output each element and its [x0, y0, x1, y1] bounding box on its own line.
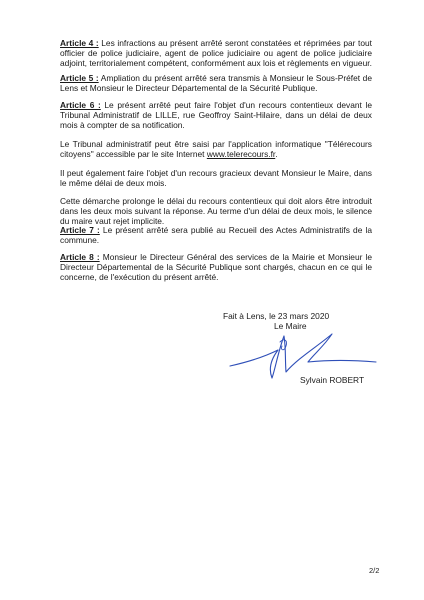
signer-name: Sylvain ROBERT	[300, 375, 365, 385]
article-4-label: Article 4 :	[60, 38, 99, 48]
article-6-paragraph	[60, 100, 372, 131]
article-5-text: Ampliation du présent arrêté sera transmis à Monsieur le Sous-Préfet de Lens et Monsieur le Directeur Départemental de la Sécurité Publique.	[60, 73, 372, 94]
demarche-paragraph: Cette démarche prolonge le délai du recours contentieux qui doit alors être introduit dans les deux mois suivant la réponse. Au terme d'un délai de deux mois, le silence du maire vaut rejet implicite.	[60, 196, 372, 227]
article-6-label: Article 6 :	[60, 100, 101, 110]
page-number: 2/2	[369, 566, 380, 575]
article-7-text: Le présent arrêté sera publié au Recueil des Actes Administratifs de la commune.	[60, 225, 372, 246]
signer-title: Le Maire	[274, 321, 307, 331]
article-5-paragraph	[60, 73, 372, 93]
article-8-paragraph	[60, 252, 372, 283]
article-7-paragraph	[60, 225, 372, 245]
telerecours-text: Le Tribunal administratif peut être saisi par l'application informatique "Télérecours citoyens" accessible par le site Internet	[60, 139, 372, 160]
article-4-text: Les infractions au présent arrêté seront constatées et réprimées par tout officier de police judiciaire, agent de police judiciaire ou agent de police judiciaire adjoint, territorialement compétent, conformément aux lois et règlements en vigueur.	[60, 38, 372, 69]
article-5-label: Article 5 :	[60, 73, 99, 83]
place-and-date: Fait à Lens, le 23 mars 2020	[223, 311, 330, 321]
article-6-text: Le présent arrêté peut faire l'objet d'un recours contentieux devant le Tribunal Administratif de LILLE, rue Geoffroy Saint-Hilaire, dans un délai de deux mois à compter de sa notification.	[60, 100, 372, 131]
article-8-label: Article 8 :	[60, 252, 100, 262]
telerecours-text-end: .	[275, 149, 278, 160]
telerecours-paragraph	[60, 139, 372, 159]
gracieux-paragraph: Il peut également faire l'objet d'un recours gracieux devant Monsieur le Maire, dans le même délai de deux mois.	[60, 168, 372, 189]
article-4-paragraph	[60, 38, 372, 69]
signature-stroke-main	[230, 334, 376, 378]
article-8-text: Monsieur le Directeur Général des services de la Mairie et Monsieur le Directeur Départemental de la Sécurité Publique sont chargés, chacun en ce qui le concerne, de l'exécution du présent arrêté.	[60, 252, 372, 283]
telerecours-link[interactable]: www.telerecours.fr	[206, 149, 276, 160]
article-7-label: Article 7 :	[60, 225, 100, 235]
